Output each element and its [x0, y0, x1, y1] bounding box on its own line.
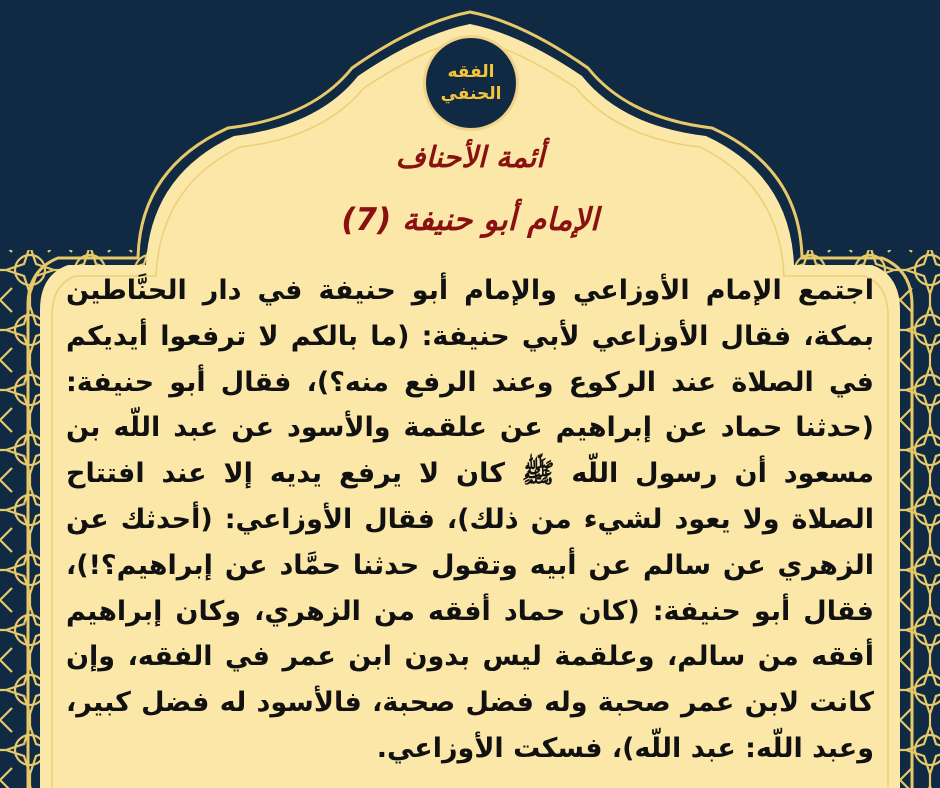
subheading: الإمام أبو حنيفة (7)	[341, 202, 599, 238]
logo-badge	[423, 35, 519, 131]
body-text: اجتمع الإمام الأوزاعي والإمام أبو حنيفة في دار الحنَّاطين بمكة، فقال الأوزاعي لأبي حنيفة: (ما بالكم لا ترفعوا أيديكم في الصلاة عند الركوع وعند الرفع منه؟)، فقال أبو حنيفة: (حدثنا حماد عن إبراهيم عن علقمة والأسود عن عبد اللّه بن مسعود أن رسول اللّه ﷺ كان لا يرفع يديه إلا عند افتتاح الصلاة ولا يعود لشيء من ذلك)، فقال الأوزاعي: (أحدثك عن الزهري عن سالم عن أبيه وتقول حدثنا حمَّاد عن إبراهيم؟!)، فقال أبو حنيفة: (كان حماد أفقه من الزهري، وكان إبراهيم أفقه من سالم، وعلقمة ليس بدون ابن عمر في الفقه، وإن كانت لابن عمر صحبة وله فضل صحبة، فالأسود له فضل كبير، وعبد اللّه: عبد اللّه)، فسكت الأوزاعي.	[66, 275, 874, 764]
heading: أئمة الأحناف	[395, 140, 545, 174]
logo-line-1: الفقه	[447, 62, 495, 82]
logo-line-2: الحنفي	[440, 84, 502, 104]
